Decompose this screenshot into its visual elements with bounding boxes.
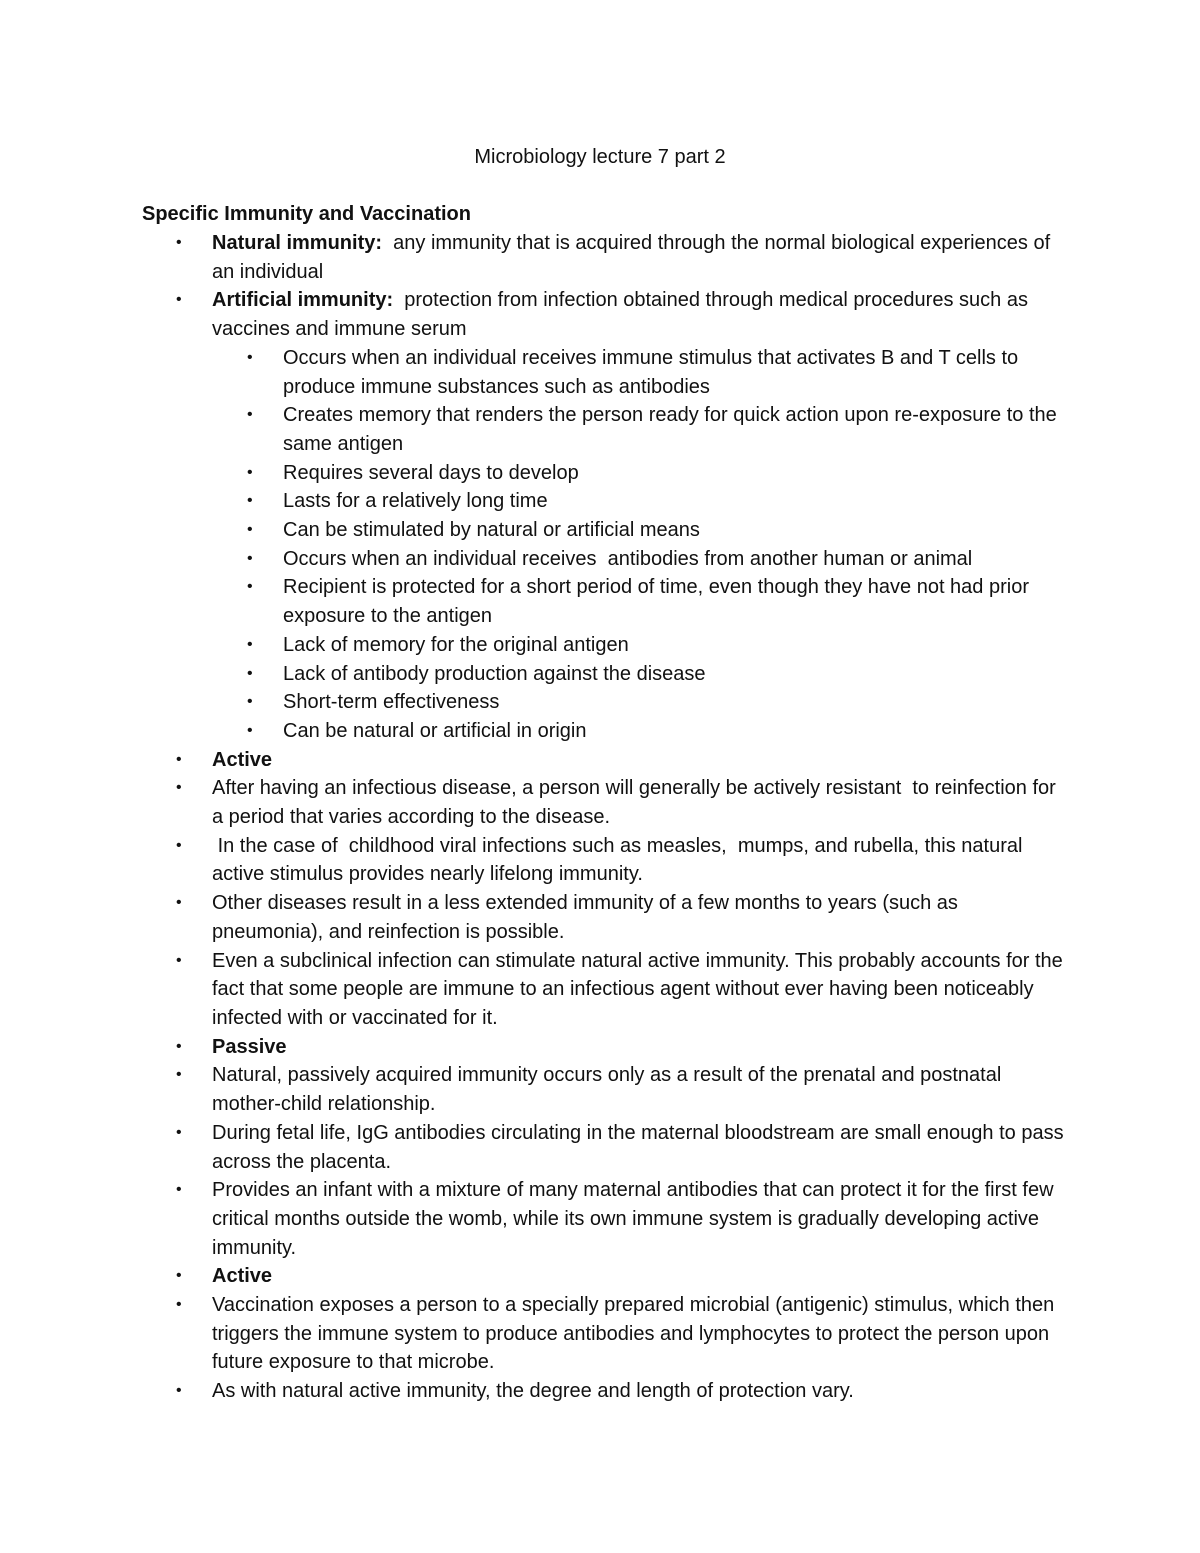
bullet-icon: •: [247, 463, 253, 481]
list-item-text: Occurs when an individual receives immune stimulus that activates B and T cells to produce immune substances such as antibodies: [283, 346, 1024, 398]
bullet-icon: •: [176, 1296, 182, 1314]
bullet-icon: •: [247, 693, 253, 711]
bullet-icon: •: [247, 406, 253, 424]
list-item-text: Provides an infant with a mixture of many maternal antibodies that can protect it for the first few critical months outside the womb, while its own immune system is gradually developing active immunity.: [212, 1179, 1060, 1259]
bullet-icon: •: [176, 750, 182, 768]
sub-list-item: [0, 545, 1200, 574]
list-item: [0, 1033, 1200, 1062]
bullet-icon: •: [176, 1066, 182, 1084]
list-item-text: protection from infection obtained through medical procedures such as vaccines and immune serum: [212, 289, 1034, 341]
list-item-text: Vaccination exposes a person to a specially prepared microbial (antigenic) stimulus, which then triggers the immune system to produce antibodies and lymphocytes to protect the person upon future exposure to that microbe.: [212, 1294, 1060, 1374]
bullet-icon: •: [176, 1123, 182, 1141]
list-item-text: Requires several days to develop: [283, 461, 579, 484]
bullet-icon: •: [176, 234, 182, 251]
bullet-icon: •: [247, 578, 253, 596]
bullet-icon: •: [247, 664, 253, 682]
sub-list-item: [0, 487, 1200, 516]
sub-list-item: [0, 631, 1200, 660]
list-item-text: Lack of memory for the original antigen: [283, 633, 629, 656]
sub-list-item: [0, 688, 1200, 717]
list-item-text: Other diseases result in a less extended immunity of a few months to years (such as pneumonia), and reinfection is possible.: [212, 892, 964, 943]
list-item: [0, 774, 1200, 831]
bullet-icon: •: [176, 1181, 182, 1199]
list-item-term: Active: [212, 748, 273, 771]
list-item: [0, 1176, 1200, 1262]
list-item-term: Passive: [212, 1035, 287, 1058]
list-item-text: As with natural active immunity, the degree and length of protection vary.: [212, 1380, 854, 1403]
sub-list-item: [0, 344, 1200, 401]
bullet-icon: •: [247, 492, 253, 510]
list-item: [0, 947, 1200, 1033]
list-item-text: Even a subclinical infection can stimulate natural active immunity. This probably accounts for the fact that some people are immune to an infectious agent without ever having been noticeably infected with or vaccinated for it.: [212, 949, 1069, 1029]
bullet-icon: •: [176, 1037, 182, 1055]
bullet-icon: •: [176, 291, 182, 309]
bullet-icon: •: [247, 348, 253, 366]
list-item-text: Short-term effectiveness: [283, 691, 500, 714]
bullet-list: [0, 229, 1200, 1406]
sub-list-item: [0, 717, 1200, 746]
list-item-term: Artificial immunity:: [212, 289, 394, 312]
list-item-text: Creates memory that renders the person ready for quick action upon re-exposure to the same antigen: [283, 404, 1063, 455]
list-item-text: Recipient is protected for a short period of time, even though they have not had prior exposure to the antigen: [283, 576, 1035, 628]
list-item-text: During fetal life, IgG antibodies circulating in the maternal bloodstream are small enough to pass across the placenta.: [212, 1121, 1070, 1173]
section-heading: Specific Immunity and Vaccination: [142, 203, 471, 225]
sub-list-item: [0, 573, 1200, 630]
list-item-text: Can be stimulated by natural or artificial means: [283, 519, 700, 542]
list-item: [0, 746, 1200, 775]
list-item-term: Natural immunity:: [212, 232, 383, 254]
bullet-icon: •: [247, 549, 253, 567]
list-item-text: After having an infectious disease, a person will generally be actively resistant to reinfection for a period that varies according to the disease.: [212, 777, 1062, 829]
list-item: [0, 832, 1200, 889]
list-item-term: Active: [212, 1265, 273, 1288]
list-item-text: any immunity that is acquired through the normal biological experiences of an individual: [212, 232, 1056, 283]
sub-list-item: [0, 401, 1200, 458]
sub-list-item: [0, 660, 1200, 689]
bullet-icon: •: [247, 635, 253, 653]
list-item-text: In the case of childhood viral infections such as measles, mumps, and rubella, this natural active stimulus provides nearly lifelong immunity.: [212, 834, 1028, 886]
list-item: [0, 229, 1200, 286]
sub-list-item: [0, 516, 1200, 545]
list-item: [0, 1291, 1200, 1377]
list-item-text: Natural, passively acquired immunity occurs only as a result of the prenatal and postnatal mother-child relationship.: [212, 1064, 1007, 1116]
list-item: [0, 1061, 1200, 1118]
bullet-icon: •: [176, 836, 182, 854]
bullet-icon: •: [176, 951, 182, 969]
bullet-icon: •: [176, 1382, 182, 1400]
list-item-text: Can be natural or artificial in origin: [283, 719, 587, 742]
list-item: [0, 1262, 1200, 1291]
list-item-text: Occurs when an individual receives antibodies from another human or animal: [283, 547, 973, 570]
list-item: [0, 1377, 1200, 1406]
bullet-icon: •: [247, 721, 253, 739]
document-title: Microbiology lecture 7 part 2: [474, 146, 726, 168]
list-item-text: Lasts for a relatively long time: [283, 490, 548, 513]
list-item: [0, 889, 1200, 946]
sub-list-item: [0, 459, 1200, 488]
list-item: [0, 1119, 1200, 1176]
bullet-icon: •: [247, 521, 253, 539]
list-item-text: Lack of antibody production against the disease: [283, 662, 706, 685]
bullet-icon: •: [176, 894, 182, 912]
bullet-icon: •: [176, 779, 182, 797]
bullet-icon: •: [176, 1267, 182, 1285]
list-item: [0, 286, 1200, 343]
